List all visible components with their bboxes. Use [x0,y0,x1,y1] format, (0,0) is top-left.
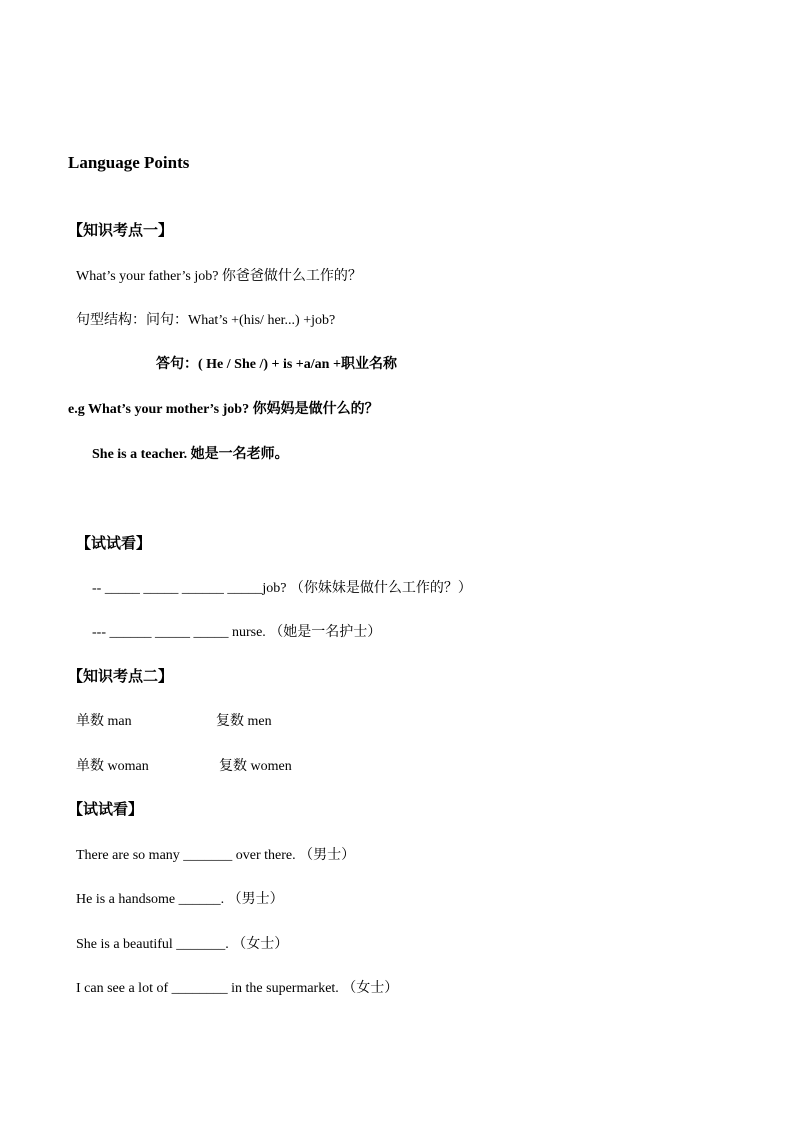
try2-question-2: He is a handsome ______. （男士） [76,892,284,907]
try1-heading: 【试试看】 [76,536,152,552]
try2-question-3: She is a beautiful _______. （女士） [76,937,289,952]
try1-question-1: -- _____ _____ ______ _____job? （你妹妹是做什么工作的？） [92,581,472,596]
plural-men: 复数 men [216,714,272,729]
eg-question: e.g What’s your mother’s job? 你妈妈是做什么的？ [68,402,379,417]
page-title: Language Points [68,153,190,172]
point2-heading: 【知识考点二】 [68,669,174,685]
point1-example-sentence: What’s your father’s job? 你爸爸做什么工作的？ [76,269,362,284]
structure-answer: 答句：( He / She /) + is +a/an +职业名称 [156,357,397,372]
try1-question-2: --- ______ _____ _____ nurse. （她是一名护士） [92,625,382,640]
try2-heading: 【试试看】 [68,802,144,818]
eg-answer: She is a teacher. 她是一名老师。 [92,447,289,462]
plural-women: 复数 women [219,759,292,774]
try2-question-1: There are so many _______ over there. （男士） [76,848,356,863]
try2-question-4: I can see a lot of ________ in the supermarket. （女士） [76,981,399,996]
singular-woman: 单数 woman [76,759,149,774]
structure-question: 句型结构：问句：What’s +(his/ her...) +job? [76,313,336,328]
singular-man: 单数 man [76,714,132,729]
point1-heading: 【知识考点一】 [68,223,174,239]
